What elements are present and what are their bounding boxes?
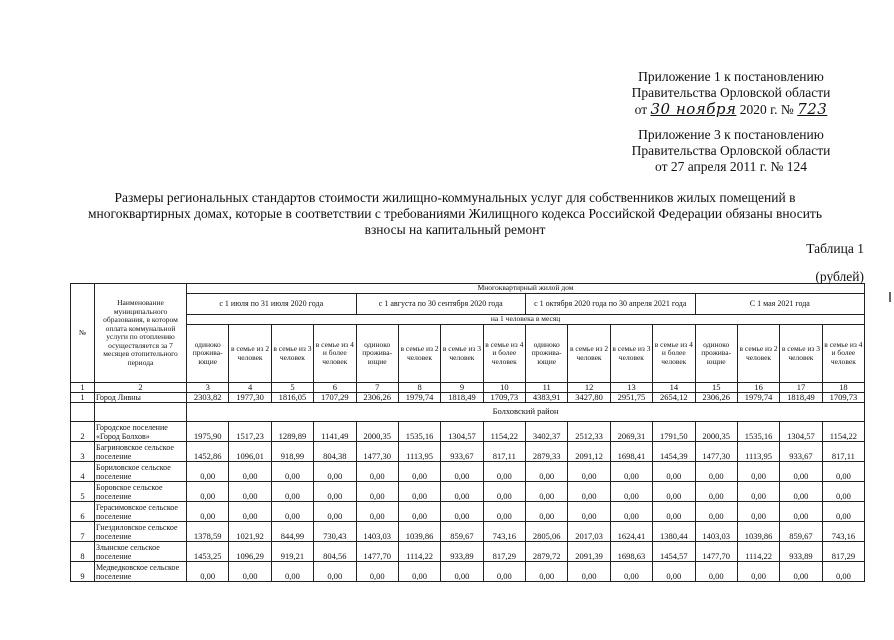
value-cell: 1816,05 — [271, 392, 313, 402]
row-number: 4 — [71, 461, 95, 481]
value-cell: 0,00 — [695, 481, 737, 501]
value-cell: 1477,30 — [356, 441, 398, 461]
value-cell: 0,00 — [610, 501, 652, 521]
appendix-3-line3: от 27 апреля 2011 г. № 124 — [655, 159, 807, 174]
district-name: Болховский район — [187, 402, 865, 421]
value-cell: 1454,57 — [653, 541, 695, 561]
value-cell: 0,00 — [483, 481, 525, 501]
value-cell: 730,43 — [314, 521, 356, 541]
municipality-name: Герасимовское сельское поселение — [95, 501, 187, 521]
value-cell: 0,00 — [229, 501, 271, 521]
value-cell: 1977,30 — [229, 392, 271, 402]
value-cell: 859,67 — [441, 521, 483, 541]
value-cell: 743,16 — [483, 521, 525, 541]
value-cell: 0,00 — [780, 501, 822, 521]
value-cell: 1477,30 — [695, 441, 737, 461]
table-row — [71, 541, 865, 561]
value-cell: 0,00 — [271, 501, 313, 521]
value-cell: 1403,03 — [356, 521, 398, 541]
value-cell: 0,00 — [314, 561, 356, 581]
value-cell: 0,00 — [653, 461, 695, 481]
handwritten-number: 723 — [797, 100, 828, 118]
value-cell: 817,29 — [483, 541, 525, 561]
header-no: № — [71, 284, 95, 383]
value-cell: 1452,86 — [187, 441, 229, 461]
value-cell: 1039,86 — [398, 521, 440, 541]
value-cell: 0,00 — [356, 561, 398, 581]
standards-table — [70, 283, 865, 582]
value-cell: 0,00 — [526, 481, 568, 501]
value-cell: 804,56 — [314, 541, 356, 561]
appendix-1-block — [606, 69, 856, 118]
appendix-1-mid: 2020 г. № — [739, 102, 794, 117]
header-subcolumn: одиноко прожива-ющие — [356, 325, 398, 383]
value-cell: 1979,74 — [398, 392, 440, 402]
value-cell: 0,00 — [483, 561, 525, 581]
header-subcolumn: в семье из 2 человек — [737, 325, 779, 383]
appendix-1-line1: Приложение 1 к постановлению — [638, 69, 824, 84]
value-cell: 1039,86 — [737, 521, 779, 541]
value-cell: 933,67 — [780, 441, 822, 461]
appendix-3-block — [606, 127, 856, 175]
value-cell: 1517,23 — [229, 421, 271, 441]
value-cell: 0,00 — [780, 461, 822, 481]
value-cell: 0,00 — [653, 481, 695, 501]
value-cell: 0,00 — [695, 561, 737, 581]
value-cell: 2805,06 — [526, 521, 568, 541]
value-cell: 1698,41 — [610, 441, 652, 461]
value-cell: 0,00 — [822, 501, 865, 521]
value-cell: 1154,22 — [822, 421, 865, 441]
column-number: 11 — [526, 383, 568, 393]
value-cell: 0,00 — [229, 461, 271, 481]
header-subcolumn: в семье из 2 человек — [398, 325, 440, 383]
value-cell: 0,00 — [780, 481, 822, 501]
value-cell: 2951,75 — [610, 392, 652, 402]
header-house: Многоквартирный жилой дом — [187, 284, 865, 294]
value-cell: 0,00 — [737, 561, 779, 581]
value-cell: 1975,90 — [187, 421, 229, 441]
value-cell: 1624,41 — [610, 521, 652, 541]
value-cell: 0,00 — [780, 561, 822, 581]
value-cell: 0,00 — [568, 561, 610, 581]
value-cell: 0,00 — [653, 561, 695, 581]
value-cell: 4383,91 — [526, 392, 568, 402]
value-cell: 1818,49 — [780, 392, 822, 402]
municipality-name: Медведковское сельское поселение — [95, 561, 187, 581]
value-cell: 0,00 — [610, 481, 652, 501]
municipality-name: Багриновское сельское поселение — [95, 441, 187, 461]
value-cell: 0,00 — [822, 481, 865, 501]
value-cell: 0,00 — [187, 481, 229, 501]
table-row — [71, 441, 865, 461]
table-row — [71, 561, 865, 581]
value-cell: 1709,73 — [822, 392, 865, 402]
appendix-3-line1: Приложение 3 к постановлению — [638, 127, 824, 142]
value-cell: 0,00 — [610, 461, 652, 481]
municipality-name: Бориловское сельское поселение — [95, 461, 187, 481]
header-subcolumn: в семье из 4 и более человек — [653, 325, 695, 383]
value-cell: 2306,26 — [356, 392, 398, 402]
row-number: 3 — [71, 441, 95, 461]
value-cell: 0,00 — [568, 461, 610, 481]
value-cell: 1477,70 — [695, 541, 737, 561]
municipality-name: Боровское сельское поселение — [95, 481, 187, 501]
value-cell: 0,00 — [314, 461, 356, 481]
handwritten-date: 30 ноября — [650, 100, 737, 118]
column-number: 13 — [610, 383, 652, 393]
value-cell: 2091,12 — [568, 441, 610, 461]
value-cell: 2091,39 — [568, 541, 610, 561]
column-number: 14 — [653, 383, 695, 393]
value-cell: 0,00 — [187, 501, 229, 521]
value-cell: 3427,80 — [568, 392, 610, 402]
value-cell: 0,00 — [822, 561, 865, 581]
value-cell: 743,16 — [822, 521, 865, 541]
appendix-1-line2: Правительства Орловской области — [631, 85, 831, 100]
value-cell: 0,00 — [695, 461, 737, 481]
header-subcolumn: одиноко прожива-ющие — [187, 325, 229, 383]
district-empty-cell — [95, 402, 187, 421]
row-number: 1 — [71, 392, 95, 402]
value-cell: 1454,39 — [653, 441, 695, 461]
header-subcolumn: в семье из 4 и более человек — [822, 325, 865, 383]
value-cell: 1096,29 — [229, 541, 271, 561]
value-cell: 0,00 — [398, 561, 440, 581]
value-cell: 2879,72 — [526, 541, 568, 561]
header-name: Наименование муниципального образования, в котором оплата коммунальной услуги по отоплению осуществляется за 7 месяцев отопительного периода — [95, 284, 187, 383]
value-cell: 0,00 — [356, 461, 398, 481]
value-cell: 0,00 — [526, 501, 568, 521]
value-cell: 1453,25 — [187, 541, 229, 561]
column-number: 4 — [229, 383, 271, 393]
row-number: 6 — [71, 501, 95, 521]
row-number: 5 — [71, 481, 95, 501]
municipality-name: Злынское сельское поселение — [95, 541, 187, 561]
value-cell: 918,99 — [271, 441, 313, 461]
header-period: с 1 августа по 30 сентября 2020 года — [356, 294, 526, 315]
appendix-1-line3 — [606, 101, 856, 118]
document-title: Размеры региональных стандартов стоимости жилищно-коммунальных услуг для собственников жилых помещений в многоквартирных домах, которые в соответствии с требованиями Жилищного кодекса Российской Федерации обязаны вносить взносы на капитальный ремонт — [88, 190, 822, 237]
table-row — [71, 421, 865, 441]
value-cell: 804,38 — [314, 441, 356, 461]
value-cell: 0,00 — [526, 461, 568, 481]
unit-label: (рублей) — [815, 269, 864, 284]
value-cell: 0,00 — [187, 461, 229, 481]
row-number: 9 — [71, 561, 95, 581]
value-cell: 1979,74 — [737, 392, 779, 402]
column-number: 2 — [95, 383, 187, 393]
value-cell: 0,00 — [441, 561, 483, 581]
column-number: 12 — [568, 383, 610, 393]
scan-edge-mark — [889, 292, 891, 302]
value-cell: 0,00 — [653, 501, 695, 521]
table-row — [71, 521, 865, 541]
value-cell: 0,00 — [271, 481, 313, 501]
value-cell: 919,21 — [271, 541, 313, 561]
header-subcolumn: одиноко прожива-ющие — [526, 325, 568, 383]
header-subcolumn: одиноко прожива-ющие — [695, 325, 737, 383]
column-number: 9 — [441, 383, 483, 393]
table-row — [71, 501, 865, 521]
value-cell: 0,00 — [737, 481, 779, 501]
value-cell: 817,29 — [822, 541, 865, 561]
column-number: 1 — [71, 383, 95, 393]
value-cell: 817,11 — [822, 441, 865, 461]
header-subcolumn: в семье из 3 человек — [441, 325, 483, 383]
column-number: 6 — [314, 383, 356, 393]
column-number: 5 — [271, 383, 313, 393]
value-cell: 0,00 — [483, 461, 525, 481]
value-cell: 0,00 — [526, 561, 568, 581]
value-cell: 1289,89 — [271, 421, 313, 441]
column-number: 8 — [398, 383, 440, 393]
value-cell: 1477,70 — [356, 541, 398, 561]
table-row — [71, 461, 865, 481]
column-number: 7 — [356, 383, 398, 393]
value-cell: 0,00 — [441, 461, 483, 481]
municipality-name: Гнездиловское сельское поселение — [95, 521, 187, 541]
value-cell: 0,00 — [356, 481, 398, 501]
value-cell: 0,00 — [441, 481, 483, 501]
value-cell: 0,00 — [314, 501, 356, 521]
column-number: 3 — [187, 383, 229, 393]
value-cell: 1141,49 — [314, 421, 356, 441]
column-number: 15 — [695, 383, 737, 393]
row-number: 7 — [71, 521, 95, 541]
value-cell: 1114,22 — [398, 541, 440, 561]
value-cell: 0,00 — [229, 481, 271, 501]
row-number: 2 — [71, 421, 95, 441]
value-cell: 0,00 — [822, 461, 865, 481]
value-cell: 2069,31 — [610, 421, 652, 441]
value-cell: 1380,44 — [653, 521, 695, 541]
appendix-1-prefix: от — [634, 102, 648, 117]
district-row — [71, 402, 865, 421]
value-cell: 0,00 — [610, 561, 652, 581]
value-cell: 1113,95 — [737, 441, 779, 461]
value-cell: 0,00 — [398, 481, 440, 501]
value-cell: 1791,50 — [653, 421, 695, 441]
header-period: с 1 июля по 31 июля 2020 года — [187, 294, 357, 315]
value-cell: 1096,01 — [229, 441, 271, 461]
value-cell: 2306,26 — [695, 392, 737, 402]
value-cell: 1535,16 — [737, 421, 779, 441]
header-subcolumn: в семье из 3 человек — [610, 325, 652, 383]
value-cell: 0,00 — [483, 501, 525, 521]
value-cell: 3402,37 — [526, 421, 568, 441]
municipality-name: Город Ливны — [95, 392, 187, 402]
value-cell: 859,67 — [780, 521, 822, 541]
value-cell: 0,00 — [356, 501, 398, 521]
value-cell: 1021,92 — [229, 521, 271, 541]
header-subcolumn: в семье из 2 человек — [229, 325, 271, 383]
appendix-3-line2: Правительства Орловской области — [631, 143, 831, 158]
value-cell: 0,00 — [229, 561, 271, 581]
row-number: 8 — [71, 541, 95, 561]
value-cell: 1709,73 — [483, 392, 525, 402]
value-cell: 1535,16 — [398, 421, 440, 441]
municipality-name: Городское поселение «Город Болхов» — [95, 421, 187, 441]
value-cell: 1304,57 — [780, 421, 822, 441]
value-cell: 933,89 — [441, 541, 483, 561]
value-cell: 933,89 — [780, 541, 822, 561]
header-per-person: на 1 человека в месяц — [187, 315, 865, 325]
value-cell: 0,00 — [737, 461, 779, 481]
value-cell: 0,00 — [737, 501, 779, 521]
value-cell: 2017,03 — [568, 521, 610, 541]
column-number: 10 — [483, 383, 525, 393]
table-label: Таблица 1 — [806, 241, 864, 256]
value-cell: 0,00 — [187, 561, 229, 581]
value-cell: 933,67 — [441, 441, 483, 461]
header-period: С 1 мая 2021 года — [695, 294, 865, 315]
value-cell: 844,99 — [271, 521, 313, 541]
value-cell: 0,00 — [314, 481, 356, 501]
value-cell: 0,00 — [695, 501, 737, 521]
header-subcolumn: в семье из 2 человек — [568, 325, 610, 383]
table-row — [71, 392, 865, 402]
value-cell: 1113,95 — [398, 441, 440, 461]
value-cell: 2303,82 — [187, 392, 229, 402]
value-cell: 0,00 — [398, 501, 440, 521]
district-empty-cell — [71, 402, 95, 421]
value-cell: 2654,12 — [653, 392, 695, 402]
value-cell: 0,00 — [271, 561, 313, 581]
value-cell: 1707,29 — [314, 392, 356, 402]
value-cell: 1154,22 — [483, 421, 525, 441]
value-cell: 1304,57 — [441, 421, 483, 441]
value-cell: 1818,49 — [441, 392, 483, 402]
table-row — [71, 481, 865, 501]
value-cell: 0,00 — [568, 481, 610, 501]
value-cell: 817,11 — [483, 441, 525, 461]
value-cell: 0,00 — [271, 461, 313, 481]
header-subcolumn: в семье из 3 человек — [780, 325, 822, 383]
value-cell: 1698,63 — [610, 541, 652, 561]
value-cell: 1114,22 — [737, 541, 779, 561]
column-number: 16 — [737, 383, 779, 393]
header-subcolumn: в семье из 4 и более человек — [483, 325, 525, 383]
header-subcolumn: в семье из 3 человек — [271, 325, 313, 383]
value-cell: 2000,35 — [356, 421, 398, 441]
value-cell: 2512,33 — [568, 421, 610, 441]
header-period: с 1 октября 2020 года по 30 апреля 2021 года — [526, 294, 696, 315]
value-cell: 2879,33 — [526, 441, 568, 461]
column-number: 18 — [822, 383, 865, 393]
header-subcolumn: в семье из 4 и более человек — [314, 325, 356, 383]
value-cell: 1403,03 — [695, 521, 737, 541]
value-cell: 0,00 — [441, 501, 483, 521]
value-cell: 1378,59 — [187, 521, 229, 541]
value-cell: 2000,35 — [695, 421, 737, 441]
value-cell: 0,00 — [398, 461, 440, 481]
value-cell: 0,00 — [568, 501, 610, 521]
column-number: 17 — [780, 383, 822, 393]
